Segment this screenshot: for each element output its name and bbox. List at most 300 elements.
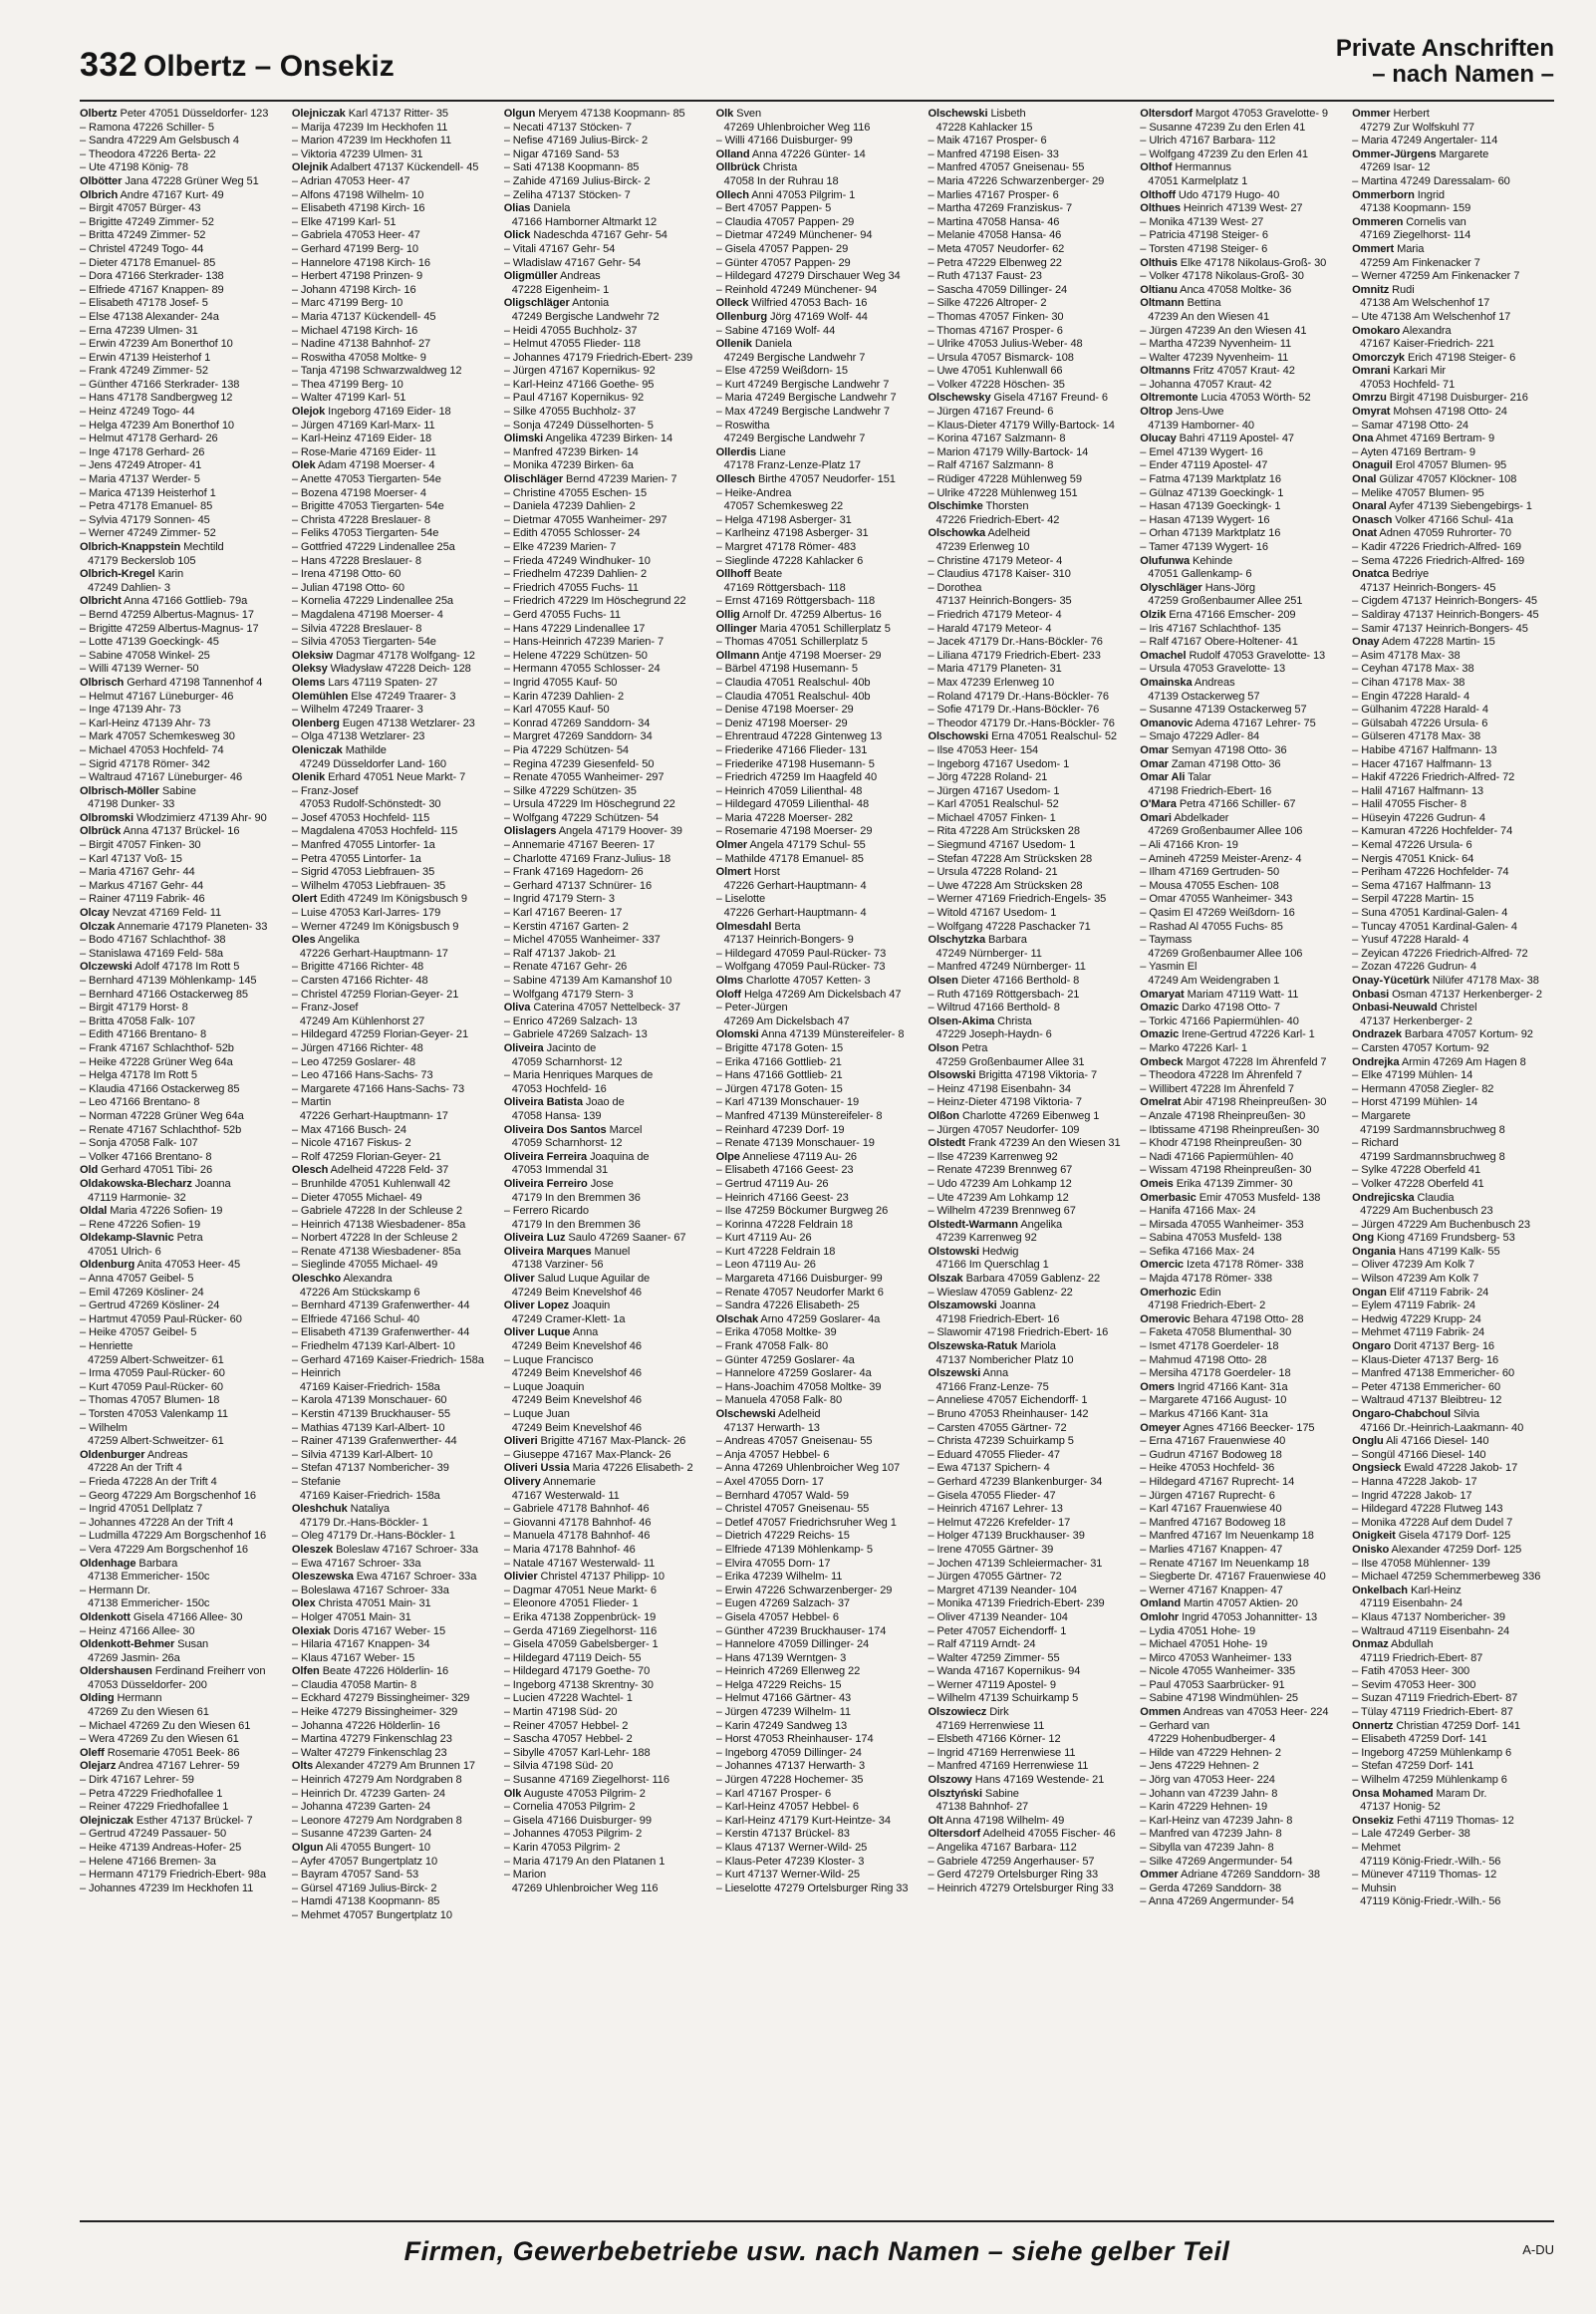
entry-details: Sabine (981, 1787, 1019, 1800)
entry-details: – Gerhard 47137 Schnürer- 16 (503, 879, 653, 892)
entry-details: – Harald 47179 Meteor- 4 (928, 622, 1052, 635)
directory-entry (716, 325, 921, 339)
directory-entry (928, 122, 1132, 136)
directory-entry (716, 135, 921, 148)
directory-entry (716, 1164, 921, 1178)
directory-entry (292, 1530, 496, 1544)
directory-entry (1140, 1096, 1344, 1110)
directory-entry (928, 1354, 1132, 1368)
entry-details: – Birgit 47057 Bürger- 43 (80, 202, 201, 215)
entry-surname: Omazic (1140, 1002, 1180, 1014)
directory-entry (292, 1895, 496, 1909)
directory-entry (80, 311, 284, 325)
directory-entry (928, 257, 1132, 271)
directory-entry (928, 446, 1132, 460)
entry-details: – Sigrid 47053 Liebfrauen- 35 (291, 866, 435, 879)
directory-entry (1140, 1679, 1344, 1693)
entry-details: – Meta 47057 Neudorfer- 62 (928, 242, 1065, 255)
entry-details: – Gerhard 47239 Blankenburger- 34 (928, 1475, 1103, 1488)
directory-entry (80, 1259, 284, 1273)
directory-entry (716, 1042, 921, 1056)
directory-entry (80, 785, 284, 799)
directory-entry (1140, 582, 1344, 596)
entry-details: – Kurt 47249 Bergische Landwehr 7 (715, 378, 890, 391)
directory-entry (504, 1571, 708, 1585)
entry-details: – Muhsin (1352, 1881, 1397, 1894)
directory-entry (716, 1869, 921, 1882)
directory-entry (1352, 433, 1556, 446)
entry-details: – Eckhard 47279 Bissingheimer- 329 (291, 1692, 470, 1705)
entry-details: – Gerd 47279 Ortelsburger Ring 33 (928, 1869, 1099, 1881)
entry-surname: Olßon (928, 1109, 959, 1122)
entry-surname: Ollenik (715, 338, 752, 351)
entry-surname: Olivier (503, 1571, 538, 1584)
directory-entry (928, 1015, 1132, 1029)
entry-surname: Oliver (503, 1273, 535, 1286)
entry-details: – Silvia 47198 Süd- 20 (503, 1760, 614, 1773)
directory-entry (928, 1490, 1132, 1504)
directory-entry (292, 758, 496, 772)
directory-entry (292, 473, 496, 487)
directory-entry (1140, 758, 1344, 772)
directory-entry (292, 420, 496, 434)
directory-entry (1140, 135, 1344, 148)
directory-entry (928, 989, 1132, 1003)
directory-entry (504, 1856, 708, 1870)
entry-surname: Oleniczak (291, 743, 343, 756)
directory-entry (928, 1706, 1132, 1720)
directory-entry (716, 352, 921, 366)
directory-entry (504, 1394, 708, 1408)
entry-details: – Susanne 47169 Ziegelhorst- 116 (503, 1774, 669, 1787)
entry-details: – Willi 47139 Werner- 50 (80, 663, 199, 676)
directory-entry (928, 270, 1132, 284)
directory-entry (1352, 1679, 1556, 1693)
entry-details: Gerhard 47051 Tibi- 26 (98, 1164, 213, 1177)
directory-entry (292, 853, 496, 867)
entry-details: – Hans 47139 Werntgen- 3 (715, 1651, 847, 1664)
entry-details: – Hakif 47226 Friedrich-Alfred- 72 (1352, 771, 1515, 784)
entry-details: – Heinrich 47279 Ortelsburger Ring 33 (928, 1881, 1114, 1894)
entry-surname: Olejniczak (80, 1814, 133, 1827)
directory-entry (1140, 1205, 1344, 1219)
entry-details: Nataliya (347, 1503, 390, 1516)
directory-entry (716, 1354, 921, 1368)
directory-entry (928, 1192, 1132, 1206)
directory-entry (80, 1544, 284, 1558)
directory-entry (80, 1571, 284, 1585)
entry-details: 47139 Hamborner- 40 (1148, 419, 1254, 432)
entry-details: – Regina 47239 Giesenfeld- 50 (503, 757, 655, 770)
directory-entry (928, 1476, 1132, 1490)
directory-entry (928, 582, 1132, 596)
directory-entry (292, 1367, 496, 1381)
directory-entry (928, 718, 1132, 731)
entry-details: – Thea 47199 Berg- 10 (291, 378, 403, 391)
entry-details: – Frieda 47249 Windhuker- 10 (503, 554, 651, 567)
entry-details: Agnes 47166 Beecker- 175 (1181, 1421, 1315, 1434)
entry-details: – Kurt 47059 Paul-Rücker- 60 (80, 1380, 223, 1393)
directory-entry (1140, 270, 1344, 284)
directory-entry (504, 880, 708, 894)
directory-entry (716, 433, 921, 446)
directory-entry (716, 595, 921, 609)
entry-surname: Old (80, 1164, 99, 1177)
entry-details: – Ehrentraud 47228 Gintenweg 13 (715, 730, 883, 743)
entry-details: – Manfred 47198 Eisen- 33 (928, 147, 1059, 160)
entry-details: – Wolfgang 47228 Paschacker 71 (928, 920, 1091, 933)
entry-details: Mariam 47119 Watt- 11 (1184, 988, 1299, 1001)
directory-entry (1140, 1042, 1344, 1056)
entry-details: – Heinz 47198 Eisenbahn- 34 (928, 1082, 1071, 1095)
entry-details: 47051 Ulrich- 6 (88, 1245, 161, 1258)
entry-surname: Olcay (80, 907, 110, 920)
entry-surname: Olt (928, 1814, 943, 1827)
page-header (80, 36, 1554, 96)
entry-details: – Sema 47167 Halfmann- 13 (1352, 879, 1491, 892)
directory-entry (80, 1774, 284, 1788)
entry-surname: Ongan (1352, 1286, 1387, 1299)
entry-details: Herbert (1390, 108, 1430, 120)
entry-details: – Gülnaz 47139 Goeckingk- 1 (1140, 486, 1284, 499)
directory-entry (292, 541, 496, 555)
entry-details: 47119 Friedrich-Ebert- 87 (1360, 1651, 1483, 1664)
directory-entry (504, 1788, 708, 1802)
directory-entry (1140, 798, 1344, 812)
entry-details: – Sabine 47139 Am Kamanshof 10 (503, 975, 672, 987)
entry-surname: Oleshchuk (291, 1503, 348, 1516)
directory-entry (80, 1692, 284, 1706)
entry-details: – Martin (291, 1096, 332, 1109)
entry-details: – Ingrid 47169 Herrenwiese 11 (928, 1746, 1076, 1759)
entry-details: – Reinhold 47249 Münchener- 94 (715, 283, 878, 296)
entry-details: – Renate 47167 Gehr- 26 (503, 961, 628, 974)
directory-entry (1140, 1069, 1344, 1083)
directory-entry (80, 1287, 284, 1301)
entry-details: – Gerhard 47199 Berg- 10 (291, 242, 418, 255)
entry-details: – Carsten 47055 Gärtner- 72 (928, 1421, 1067, 1434)
entry-details: Liane (756, 445, 786, 458)
directory-entry (292, 1381, 496, 1395)
directory-entry (80, 202, 284, 216)
directory-entry (504, 1692, 708, 1706)
entry-details: Ayfer 47139 Siebengebirgs- 1 (1386, 500, 1532, 513)
directory-entry (80, 961, 284, 975)
directory-entry (504, 229, 708, 243)
directory-entry (504, 527, 708, 541)
entry-details: Dieter 47166 Berthold- 8 (957, 975, 1080, 987)
entry-details: 47198 Friedrich-Ebert- 16 (1148, 784, 1272, 797)
directory-entry (504, 691, 708, 705)
entry-details: Christian 47259 Dorf- 141 (1393, 1719, 1520, 1732)
directory-entry (292, 975, 496, 989)
entry-details: – Elsbeth 47166 Körner- 12 (928, 1733, 1061, 1746)
entry-surname: Oligschläger (503, 297, 570, 310)
directory-entry (716, 1638, 921, 1652)
entry-details: – Hermann 47058 Ziegler- 82 (1352, 1082, 1494, 1095)
directory-entry (1352, 623, 1556, 637)
entry-details: – Bayram 47057 Sand- 53 (291, 1869, 419, 1881)
entry-details: – Karl 47051 Realschul- 52 (928, 798, 1059, 811)
entry-details: – Manuela 47178 Bahnhof- 46 (503, 1530, 651, 1543)
entry-details: – Karin 47249 Sandweg 13 (715, 1719, 848, 1732)
directory-entry (928, 1178, 1132, 1192)
entry-details: – Hasan 47139 Goeckingk- 1 (1140, 500, 1281, 513)
entry-surname: Onatca (1352, 568, 1390, 581)
entry-details: – Johann 47198 Kirch- 16 (291, 283, 416, 296)
entry-details: – Maria Henriques Marques de (503, 1069, 654, 1082)
entry-details: – Margret 47139 Neander- 104 (928, 1584, 1077, 1596)
directory-entry (1140, 1354, 1344, 1368)
directory-entry (1352, 1015, 1556, 1029)
entry-details: – Walter 47239 Nyvenheim- 11 (1140, 351, 1289, 364)
entry-details: – Walter 47199 Karl- 51 (291, 392, 406, 405)
entry-details: Doris 47167 Weber- 15 (330, 1624, 446, 1637)
directory-entry (1140, 893, 1344, 907)
directory-entry (80, 433, 284, 446)
entry-surname: Omar (1140, 757, 1169, 770)
entry-details: Ingrid (1414, 188, 1445, 201)
entry-details: – Marion 47239 Im Heckhofen 11 (291, 135, 452, 147)
entry-details: – Taymass (1140, 934, 1193, 947)
directory-entry (928, 1287, 1132, 1301)
entry-details: 47259 Albert-Schweitzer- 61 (88, 1435, 224, 1448)
entry-details: 47269 Isar- 12 (1360, 161, 1431, 174)
entry-surname: Oliveira Dos Santos (503, 1123, 607, 1136)
directory-entry (292, 1137, 496, 1151)
entry-details: – Renate 47239 Brennweg 67 (928, 1164, 1073, 1177)
entry-surname: Oliver Luque (503, 1326, 571, 1339)
entry-details: – Julian 47198 Otto- 60 (291, 581, 404, 594)
directory-entry (716, 1828, 921, 1842)
entry-details: – Ilse 47058 Mühlenner- 139 (1352, 1557, 1490, 1570)
directory-entry (1140, 1137, 1344, 1151)
entry-details: 47199 Sardmannsbruchweg 8 (1360, 1150, 1505, 1163)
directory-entry (1140, 1287, 1344, 1301)
directory-entry (292, 1720, 496, 1734)
entry-details: Karl 47137 Ritter- 35 (345, 108, 448, 120)
directory-entry (292, 1462, 496, 1476)
entry-details: – Helga 47198 Asberger- 31 (715, 513, 852, 526)
directory-entry (1140, 1340, 1344, 1354)
entry-details: – Hilaria 47167 Knappen- 34 (291, 1638, 430, 1651)
entry-details: 47166 Dr.-Heinrich-Laakmann- 40 (1360, 1421, 1524, 1434)
entry-surname: Olschewsky (928, 392, 991, 405)
directory-entry (1352, 122, 1556, 136)
entry-details: 47239 An den Wiesen 41 (1148, 310, 1270, 323)
entry-details: Esther 47137 Brückel- 7 (133, 1814, 253, 1827)
entry-details: – Ursula 47229 Im Höschegrund 22 (503, 798, 675, 811)
directory-entry (1140, 1517, 1344, 1531)
directory-entry (292, 1042, 496, 1056)
entry-details: Auguste 47053 Pilgrim- 2 (521, 1787, 646, 1800)
directory-entry (292, 1869, 496, 1882)
entry-details: Lars 47119 Spaten- 27 (325, 676, 438, 689)
directory-entry (80, 1638, 284, 1652)
entry-details: – Enrico 47269 Salzach- 13 (503, 1014, 638, 1027)
directory-entry (1352, 771, 1556, 785)
directory-entry (716, 866, 921, 880)
directory-entry (80, 229, 284, 243)
directory-entry (928, 1665, 1132, 1679)
entry-details: – Siegberte Dr. 47167 Frauenwiese 40 (1140, 1571, 1326, 1584)
entry-details: – Kemal 47226 Ursula- 6 (1352, 839, 1472, 852)
entry-surname: Olszewska-Ratuk (928, 1340, 1018, 1353)
entry-details: – Elfriede 47167 Knappen- 89 (80, 283, 224, 296)
entry-details: – Serpil 47228 Martin- 15 (1352, 893, 1474, 906)
entry-surname: Olsen-Akima (928, 1014, 995, 1027)
directory-entry (504, 744, 708, 758)
entry-details: – Oliver 47139 Neander- 104 (928, 1610, 1068, 1623)
entry-details: – Hildegard 47119 Deich- 55 (503, 1651, 642, 1664)
directory-entry (1140, 1638, 1344, 1652)
directory-entry (1352, 1692, 1556, 1706)
entry-details: Jacinto de (543, 1041, 597, 1054)
directory-entry (1140, 1151, 1344, 1165)
directory-entry (1352, 229, 1556, 243)
entry-details: – Kerstin 47139 Bruckhauser- 55 (291, 1408, 450, 1420)
entry-details: – Maria 47137 Kückendell- 45 (291, 310, 436, 323)
entry-details: – Dietrich 47229 Reichs- 15 (715, 1530, 850, 1543)
entry-details: Andrea 47167 Lehrer- 59 (116, 1760, 240, 1773)
directory-entry (80, 1137, 284, 1151)
directory-entry (504, 1192, 708, 1206)
entry-details: – Michel 47055 Wanheimer- 337 (503, 934, 661, 947)
directory-entry (1140, 1652, 1344, 1666)
entry-details: 47167 Kaiser-Friedrich- 221 (1360, 338, 1494, 351)
entry-details: – Klaus 47167 Weber- 15 (291, 1651, 415, 1664)
entry-details: – Waltraud 47137 Bleibtreu- 12 (1352, 1394, 1502, 1407)
entry-details: – Erwin 47139 Heisterhof 1 (80, 351, 211, 364)
entry-details: – Bert 47057 Pappen- 5 (715, 202, 832, 215)
entry-details: – Tülay 47119 Friedrich-Ebert- 87 (1352, 1706, 1513, 1719)
entry-details: – Renate 47057 Neudorfer Markt 6 (715, 1286, 884, 1299)
directory-entry (504, 1828, 708, 1842)
entry-details: Adam 47198 Moerser- 4 (315, 459, 435, 472)
directory-entry (928, 473, 1132, 487)
entry-details: – Cornelia 47053 Pilgrim- 2 (503, 1801, 636, 1814)
directory-entry (716, 1408, 921, 1422)
directory-entry (292, 948, 496, 962)
entry-details: – Thomas 47057 Finken- 30 (928, 310, 1064, 323)
entry-details: 47051 Gallenkamp- 6 (1148, 568, 1252, 581)
entry-surname: Olschowski (928, 730, 989, 743)
directory-entry (1140, 907, 1344, 921)
entry-details: – Leo 47166 Brentano- 8 (80, 1096, 200, 1109)
entry-details: – Reiner 47057 Hebbel- 2 (503, 1719, 629, 1732)
directory-entry (1352, 1760, 1556, 1774)
directory-entry (80, 243, 284, 257)
entry-details: – Margarete 47166 Hans-Sachs- 73 (291, 1082, 465, 1095)
directory-entry (928, 1381, 1132, 1395)
directory-entry (1352, 1219, 1556, 1233)
directory-entry (80, 1706, 284, 1720)
directory-entry (1352, 1869, 1556, 1882)
entry-details: – Ralf 47167 Salzmann- 8 (928, 459, 1054, 472)
entry-details: – Johannes 47228 An der Trift 4 (80, 1516, 234, 1529)
entry-details: – Brigitte 47249 Zimmer- 52 (80, 215, 214, 228)
entry-details: – Omar 47055 Wanheimer- 343 (1140, 893, 1293, 906)
entry-details: – Zeyican 47226 Friedrich-Alfred- 72 (1352, 947, 1528, 960)
directory-entry (928, 1774, 1132, 1788)
entry-details: – Karin 47239 Dahlien- 2 (503, 690, 625, 703)
directory-entry (1140, 568, 1344, 582)
directory-entry (504, 609, 708, 623)
entry-details: – Anna 47057 Geibel- 5 (80, 1273, 194, 1286)
directory-entry (80, 1056, 284, 1070)
entry-details: – Helene 47166 Bremen- 3a (80, 1855, 216, 1868)
entry-details: – Friedrich 47229 Im Höschegrund 22 (503, 595, 686, 608)
entry-details: – Manfred 47239 Birken- 14 (503, 445, 639, 458)
entry-surname: Onmaz (1352, 1638, 1389, 1651)
directory-entry (716, 1124, 921, 1138)
entry-details: – Martina 47279 Finkenschlag 23 (291, 1733, 452, 1746)
directory-entry (292, 1394, 496, 1408)
entry-details: Peter 47051 Düsseldorfer- 123 (117, 108, 269, 120)
directory-entry (80, 1069, 284, 1083)
entry-details: Thorsten (982, 500, 1029, 513)
directory-entry (716, 487, 921, 501)
entry-details: – Hans 47178 Sandbergweg 12 (80, 392, 233, 405)
entry-details: – Christel 47249 Togo- 44 (80, 242, 204, 255)
entry-details: – Manfred 47057 Gneisenau- 55 (928, 161, 1085, 174)
entry-details: – Claudia 47051 Realschul- 40b (715, 676, 871, 689)
entry-details: – Susanne 47139 Ostackerweg 57 (1140, 704, 1307, 717)
entry-details: Boleslaw 47167 Schroer- 33a (333, 1543, 478, 1556)
directory-entry (80, 1597, 284, 1611)
directory-entry (80, 1083, 284, 1097)
directory-entry (504, 1313, 708, 1327)
directory-entry (1140, 961, 1344, 975)
directory-entry (1140, 989, 1344, 1003)
entry-details: – Zozan 47226 Gudrun- 4 (1352, 961, 1476, 974)
entry-details: – Frank 47167 Schlachthof- 52b (80, 1041, 234, 1054)
entry-details: Cornelis van (1403, 215, 1466, 228)
directory-entry (292, 1246, 496, 1260)
entry-details: – Kerstin 47137 Brückel- 83 (715, 1828, 850, 1841)
directory-entry (928, 1110, 1132, 1124)
directory-entry (928, 934, 1132, 948)
directory-entry (292, 704, 496, 718)
entry-surname: Olek (291, 459, 316, 472)
directory-entry (1352, 1367, 1556, 1381)
entry-details: – Charlotte 47169 Franz-Julius- 18 (503, 852, 671, 865)
directory-entry (504, 718, 708, 731)
entry-details: Annemarie (540, 1475, 596, 1488)
entry-details: Maria 47226 Elisabeth- 2 (569, 1462, 693, 1475)
entry-details: Angelika (315, 934, 360, 947)
directory-entry (716, 1002, 921, 1015)
entry-details: – Jürgen 47167 Ruprecht- 6 (1140, 1489, 1275, 1502)
directory-entry (1352, 1069, 1556, 1083)
entry-surname: Olson (928, 1041, 959, 1054)
entry-surname: Olstowski (928, 1245, 979, 1258)
entry-details: Ali 47055 Bungert- 10 (323, 1842, 430, 1854)
entry-details: – Heike-Andrea (715, 486, 792, 499)
directory-entry (1352, 202, 1556, 216)
directory-entry (1140, 1219, 1344, 1233)
entry-details: Beate 47226 Hölderlin- 16 (319, 1665, 449, 1678)
directory-entry (928, 893, 1132, 907)
entry-details: – Asim 47178 Max- 38 (1352, 649, 1461, 662)
directory-entry (716, 108, 921, 122)
entry-surname: Ollech (715, 188, 749, 201)
entry-details: – Hildegard 47167 Ruprecht- 14 (1140, 1475, 1295, 1488)
entry-details: – Hanna 47228 Jakob- 17 (1352, 1475, 1477, 1488)
directory-entry (1140, 216, 1344, 230)
directory-entry (928, 243, 1132, 257)
entry-details: Saulo 47269 Saaner- 67 (565, 1232, 686, 1245)
